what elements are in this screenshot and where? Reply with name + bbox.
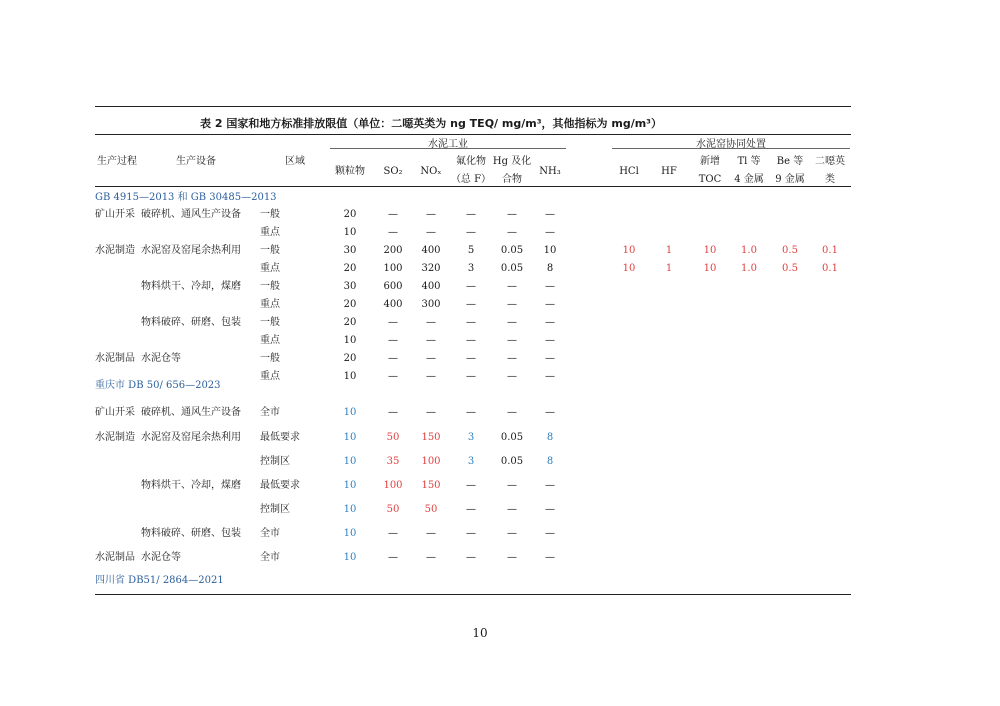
- header-toc: 新增: [700, 156, 720, 167]
- title-rule: [95, 134, 851, 135]
- cell-nox: —: [426, 335, 436, 346]
- header-equipment: 生产设备: [176, 156, 216, 167]
- cell-nh3: —: [545, 504, 555, 515]
- header-area: 区域: [285, 156, 305, 167]
- header-be: Be 等: [776, 156, 804, 167]
- row-area: 重点: [260, 371, 280, 382]
- cell-hf: 1: [665, 245, 673, 256]
- cell-hg: 0.05: [500, 432, 524, 443]
- cell-nh3: 10: [543, 245, 557, 256]
- cell-nh3: —: [545, 299, 555, 310]
- cell-pm: 20: [343, 353, 357, 364]
- cell-pm: 10: [343, 480, 357, 491]
- cell-hg: —: [507, 353, 517, 364]
- cell-so2: 35: [386, 456, 400, 467]
- cell-be: 0.5: [782, 263, 798, 274]
- cell-hf: 1: [665, 263, 673, 274]
- cell-nox: 50: [424, 504, 438, 515]
- row-process: 水泥制造: [95, 432, 135, 443]
- row-area: 全市: [260, 528, 280, 539]
- cell-nh3: —: [545, 317, 555, 328]
- row-equipment: 水泥窑及窑尾余热利用: [141, 245, 241, 256]
- cell-nh3: —: [545, 335, 555, 346]
- cell-dioxin: 0.1: [822, 245, 838, 256]
- cell-hg: —: [507, 552, 517, 563]
- header-be-2: 9 金属: [775, 174, 805, 185]
- cell-nox: 300: [421, 299, 441, 310]
- cell-tl: 1.0: [741, 245, 757, 256]
- cell-nox: 320: [421, 263, 441, 274]
- row-process: 水泥制品: [95, 552, 135, 563]
- header-hg: Hg 及化: [492, 156, 532, 167]
- section-chongqing: 重庆市 DB 50/ 656—2023: [95, 380, 221, 391]
- row-area: 全市: [260, 552, 280, 563]
- cell-toc: 10: [703, 245, 717, 256]
- row-area: 控制区: [260, 504, 290, 515]
- cell-hg: —: [507, 281, 517, 292]
- cell-pm: 10: [343, 407, 357, 418]
- row-equipment: 物料破碎、研磨、包装: [141, 528, 241, 539]
- header-nox: NOₓ: [420, 166, 442, 177]
- row-process: 水泥制造: [95, 245, 135, 256]
- cell-hg: —: [507, 335, 517, 346]
- cell-so2: —: [388, 227, 398, 238]
- section-sichuan: 四川省 DB51/ 2864—2021: [95, 575, 224, 586]
- cell-nh3: —: [545, 407, 555, 418]
- cell-nh3: —: [545, 353, 555, 364]
- row-area: 控制区: [260, 456, 290, 467]
- header-dioxin-2: 类: [825, 174, 835, 185]
- header-pm: 颗粒物: [335, 166, 365, 177]
- row-area: 重点: [260, 299, 280, 310]
- row-equipment: 水泥窑及窑尾余热利用: [141, 432, 241, 443]
- row-equipment: 物料烘干、冷却，煤磨: [141, 281, 241, 292]
- row-area: 一般: [260, 317, 280, 328]
- cell-nh3: —: [545, 528, 555, 539]
- cell-pm: 10: [343, 552, 357, 563]
- cell-nh3: —: [545, 371, 555, 382]
- cell-pm: 20: [343, 263, 357, 274]
- row-area: 最低要求: [260, 480, 300, 491]
- cell-so2: —: [388, 407, 398, 418]
- row-equipment: 水泥仓等: [141, 353, 181, 364]
- cell-hg: —: [507, 317, 517, 328]
- cell-nox: 150: [421, 432, 441, 443]
- cell-nh3: 8: [546, 432, 554, 443]
- header-hcl: HCl: [619, 166, 639, 177]
- row-area: 一般: [260, 281, 280, 292]
- cell-nh3: —: [545, 552, 555, 563]
- cell-fluoride: —: [466, 209, 476, 220]
- row-equipment: 水泥仓等: [141, 552, 181, 563]
- cell-nox: —: [426, 407, 436, 418]
- cell-nox: —: [426, 227, 436, 238]
- cell-nox: —: [426, 371, 436, 382]
- cell-nox: —: [426, 528, 436, 539]
- cell-hg: —: [507, 299, 517, 310]
- cell-nox: —: [426, 317, 436, 328]
- cell-fluoride: 3: [467, 263, 475, 274]
- cell-fluoride: —: [466, 353, 476, 364]
- row-equipment: 破碎机、通风生产设备: [141, 209, 241, 220]
- cell-pm: 20: [343, 299, 357, 310]
- cell-hg: —: [507, 209, 517, 220]
- row-equipment: 破碎机、通风生产设备: [141, 407, 241, 418]
- cell-so2: —: [388, 317, 398, 328]
- row-area: 一般: [260, 353, 280, 364]
- row-area: 重点: [260, 263, 280, 274]
- header-nh3: NH₃: [539, 166, 561, 177]
- page-number: 10: [472, 626, 488, 640]
- cell-so2: —: [388, 353, 398, 364]
- row-process: 水泥制品: [95, 353, 135, 364]
- cell-pm: 10: [343, 335, 357, 346]
- row-area: 最低要求: [260, 432, 300, 443]
- header-so2: SO₂: [383, 166, 403, 177]
- cell-pm: 10: [343, 371, 357, 382]
- header-group-cement: 水泥工业: [428, 139, 468, 150]
- cell-fluoride: —: [466, 504, 476, 515]
- cell-hg: —: [507, 504, 517, 515]
- cell-fluoride: —: [466, 299, 476, 310]
- cell-so2: —: [388, 552, 398, 563]
- header-fluoride: 氟化物: [456, 156, 486, 167]
- header-fluoride-2: （总 F）: [450, 174, 492, 185]
- row-area: 全市: [260, 407, 280, 418]
- cell-dioxin: 0.1: [822, 263, 838, 274]
- cell-so2: —: [388, 335, 398, 346]
- cell-pm: 30: [343, 281, 357, 292]
- cell-fluoride: —: [466, 317, 476, 328]
- cell-nox: 400: [421, 245, 441, 256]
- cell-nh3: 8: [546, 263, 554, 274]
- cell-hg: —: [507, 480, 517, 491]
- cell-fluoride: 3: [467, 456, 475, 467]
- cell-fluoride: —: [466, 227, 476, 238]
- cell-hcl: 10: [622, 263, 636, 274]
- header-rule: [95, 186, 851, 187]
- cell-toc: 10: [703, 263, 717, 274]
- cell-pm: 10: [343, 432, 357, 443]
- top-rule: [95, 106, 851, 107]
- row-area: 重点: [260, 227, 280, 238]
- cell-nh3: 8: [546, 456, 554, 467]
- row-equipment: 物料烘干、冷却，煤磨: [141, 480, 241, 491]
- cell-pm: 10: [343, 227, 357, 238]
- row-area: 重点: [260, 335, 280, 346]
- header-process: 生产过程: [97, 156, 137, 167]
- cell-nox: —: [426, 209, 436, 220]
- table-title: 表 2 国家和地方标准排放限值（单位：二噁英类为 ng TEQ/ mg/m³，其他指标为 mg/m³）: [200, 117, 662, 130]
- cell-so2: 600: [383, 281, 403, 292]
- row-area: 一般: [260, 209, 280, 220]
- cell-so2: —: [388, 371, 398, 382]
- cell-pm: 10: [343, 456, 357, 467]
- cell-hg: —: [507, 227, 517, 238]
- row-process: 矿山开采: [95, 209, 135, 220]
- cell-pm: 10: [343, 528, 357, 539]
- cell-nh3: —: [545, 209, 555, 220]
- row-process: 矿山开采: [95, 407, 135, 418]
- header-toc-2: TOC: [698, 174, 722, 185]
- cell-so2: —: [388, 209, 398, 220]
- cell-nh3: —: [545, 480, 555, 491]
- header-tl-2: 4 金属: [734, 174, 764, 185]
- cell-fluoride: —: [466, 407, 476, 418]
- header-tl: Tl 等: [737, 156, 761, 167]
- cell-hcl: 10: [622, 245, 636, 256]
- bottom-rule: [95, 594, 851, 595]
- cell-tl: 1.0: [741, 263, 757, 274]
- cell-so2: —: [388, 528, 398, 539]
- header-hf: HF: [661, 166, 677, 177]
- cell-be: 0.5: [782, 245, 798, 256]
- cell-pm: 30: [343, 245, 357, 256]
- cell-nox: 100: [421, 456, 441, 467]
- cell-fluoride: —: [466, 552, 476, 563]
- cell-pm: 10: [343, 504, 357, 515]
- cell-fluoride: —: [466, 335, 476, 346]
- cell-hg: 0.05: [500, 263, 524, 274]
- cell-pm: 20: [343, 317, 357, 328]
- cell-so2: 400: [383, 299, 403, 310]
- cell-nh3: —: [545, 281, 555, 292]
- cell-nox: —: [426, 353, 436, 364]
- cell-fluoride: —: [466, 480, 476, 491]
- cell-fluoride: —: [466, 371, 476, 382]
- cell-nh3: —: [545, 227, 555, 238]
- cell-fluoride: 5: [467, 245, 475, 256]
- cell-hg: 0.05: [500, 245, 524, 256]
- row-area: 一般: [260, 245, 280, 256]
- cell-hg: 0.05: [500, 456, 524, 467]
- cell-fluoride: 3: [467, 432, 475, 443]
- cell-fluoride: —: [466, 528, 476, 539]
- cell-so2: 50: [386, 432, 400, 443]
- row-equipment: 物料破碎、研磨、包装: [141, 317, 241, 328]
- cell-pm: 20: [343, 209, 357, 220]
- header-dioxin: 二噁英: [815, 156, 845, 167]
- cell-so2: 200: [383, 245, 403, 256]
- cell-nox: 150: [421, 480, 441, 491]
- cell-so2: 100: [383, 263, 403, 274]
- cell-fluoride: —: [466, 281, 476, 292]
- cell-nox: —: [426, 552, 436, 563]
- cell-hg: —: [507, 371, 517, 382]
- cell-so2: 100: [383, 480, 403, 491]
- cell-nox: 400: [421, 281, 441, 292]
- header-hg-2: 合物: [502, 174, 522, 185]
- cell-so2: 50: [386, 504, 400, 515]
- header-group-coprocessing: 水泥窑协同处置: [696, 139, 766, 150]
- cell-hg: —: [507, 528, 517, 539]
- cell-hg: —: [507, 407, 517, 418]
- section-national: GB 4915—2013 和 GB 30485—2013: [95, 192, 277, 203]
